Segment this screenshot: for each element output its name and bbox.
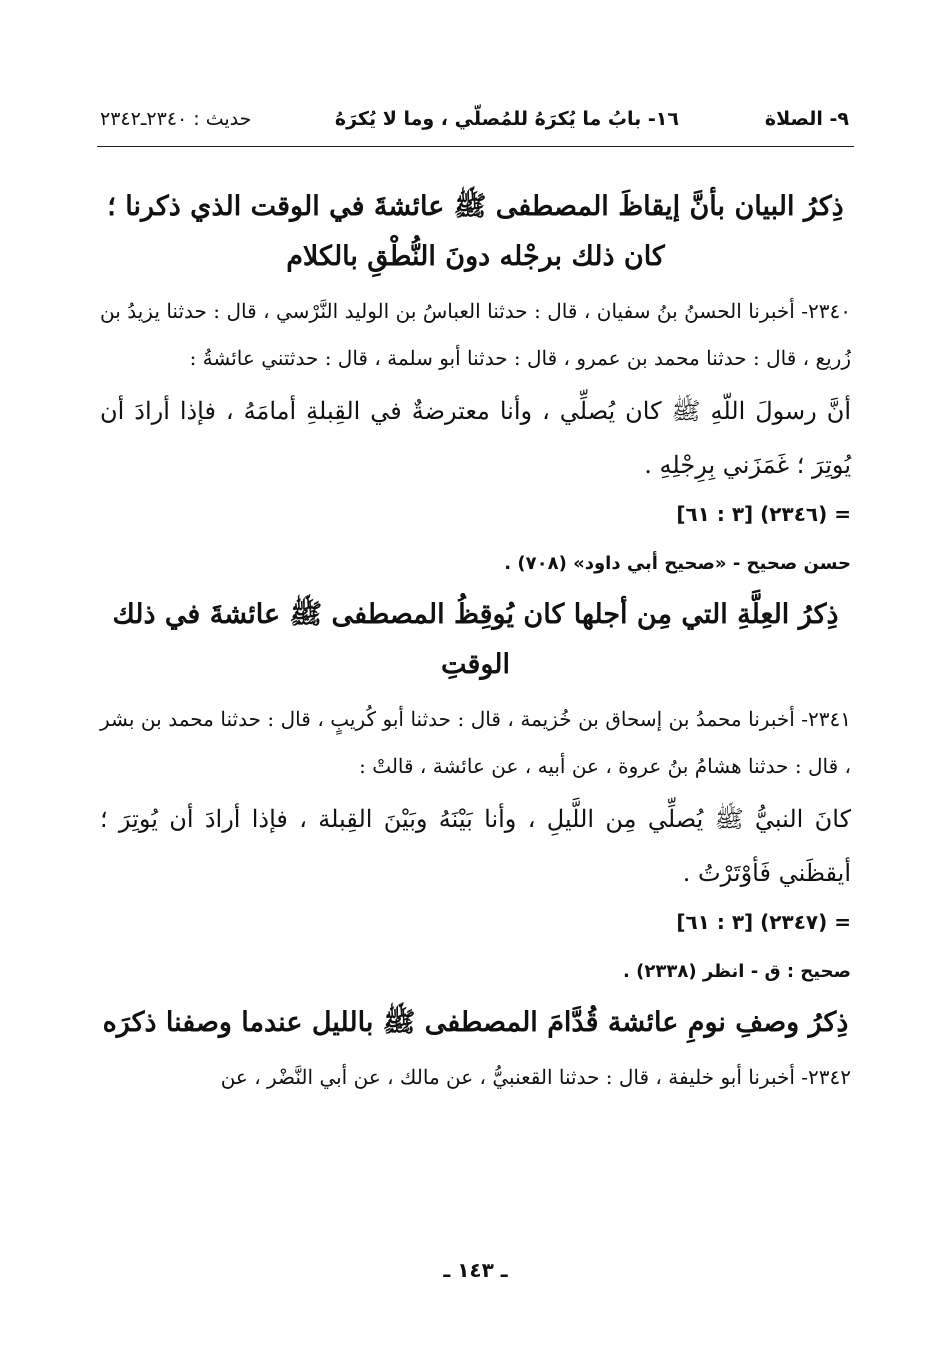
- section-heading: ذِكرُ العِلَّةِ التي مِن أجلها كان يُوقِظُ المصطفى ﷺ عائشةَ في ذلك الوقتِ: [112, 599, 839, 680]
- hadith-grade: حسن صحيح - «صحيح أبي داود» (٧٠٨) .: [504, 553, 851, 574]
- running-header: [97, 102, 854, 142]
- page-body: [100, 178, 851, 1101]
- hadith-text: كانَ النبيُّ ﷺ يُصلِّي مِن اللَّيلِ ، وأنا بَيْنَهُ وبَيْنَ القِبلة ، فإذا أرادَ أن يُوتِرَ ؛ أيقظَني فَأوْتَرْتُ .: [100, 805, 851, 887]
- isnad-paragraph: ٢٣٤٠- أخبرنا الحسنُ بنُ سفيان ، قال : حدثنا العباسُ بن الوليد النَّرْسي ، قال : حدثنا يزيدُ بن زُريع ، قال : حدثنا محمد بن عمرو ، قال : حدثنا أبو سلمة ، قال : حدثتني عائشةُ :: [100, 299, 851, 370]
- section-title: ١٦- بابُ ما يُكرَهُ للمُصلّي ، وما لا يُكرَهُ: [334, 108, 679, 130]
- hadith-range: حديث : ٢٣٤٠ـ٢٣٤٢: [100, 108, 252, 130]
- header-rule: [97, 146, 854, 147]
- cross-reference: = (٢٣٤٦) [٣ : ٦١]: [676, 502, 851, 526]
- hadith-text: أنَّ رسولَ اللّهِ ﷺ كان يُصلِّي ، وأنا معترضةٌ في القِبلةِ أمامَهُ ، فإذا أرادَ أن يُوتِرَ ؛ غَمَزَني بِرِجْلِهِ .: [100, 397, 851, 479]
- cross-reference: = (٢٣٤٧) [٣ : ٦١]: [676, 910, 851, 934]
- isnad-paragraph: ٢٣٤٢- أخبرنا أبو خليفة ، قال : حدثنا القعنبيُّ ، عن مالك ، عن أبي النَّضْر ، عن: [220, 1065, 851, 1089]
- section-heading: ذِكرُ البيان بأنَّ إيقاظَ المصطفى ﷺ عائشةَ في الوقت الذي ذكرنا ؛ كان ذلك برجْله دونَ النُّطْقِ بالكلام: [107, 191, 844, 272]
- hadith-grade: صحيح : ق - انظر (٢٣٣٨) .: [623, 961, 851, 982]
- chapter-title: ٩- الصلاة: [764, 108, 849, 130]
- isnad-paragraph: ٢٣٤١- أخبرنا محمدُ بن إسحاق بن خُزيمة ، قال : حدثنا أبو كُريبٍ ، قال : حدثنا محمد بن بشر ، قال : حدثنا هشامُ بنُ عروة ، عن أبيه ، عن عائشة ، قالتْ :: [100, 707, 851, 778]
- section-heading: ذِكرُ وصفِ نومِ عائشة قُدَّامَ المصطفى ﷺ بالليل عندما وصفنا ذكرَه: [102, 1007, 849, 1038]
- page-number: ـ ١٤٣ ـ: [443, 1258, 508, 1282]
